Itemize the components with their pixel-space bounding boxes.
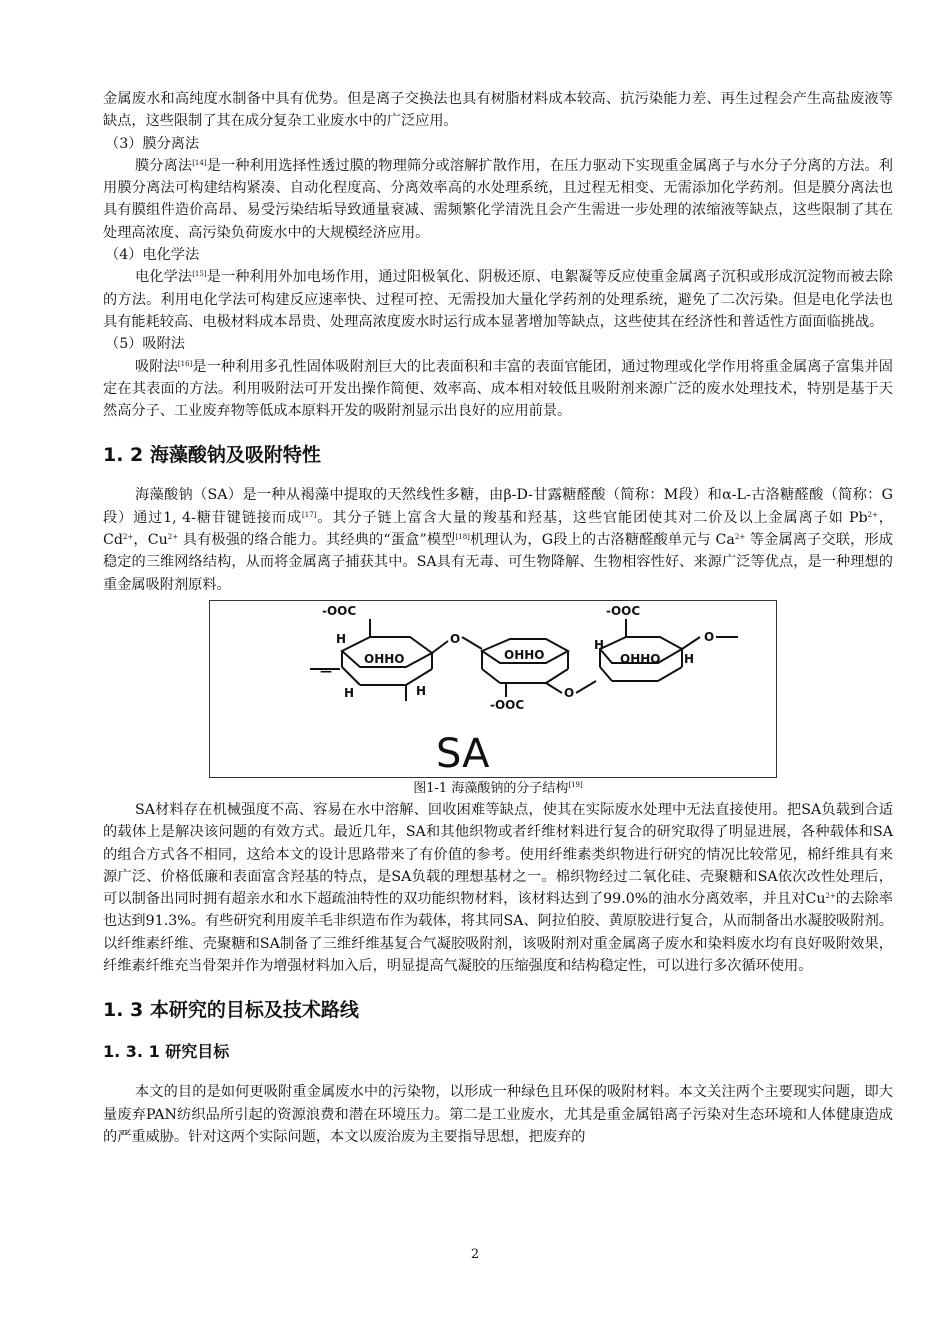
svg-text:H: H xyxy=(684,651,695,666)
intro-paragraph: 金属废水和高纯度水制备中具有优势。但是离子交换法也具有树脂材料成本较高、抗污染能力差、再生过程会产生高盐废液等缺点，这些限制了其在成分复杂工业废水中的广泛应用。 xyxy=(103,91,893,130)
citation[interactable]: [17] xyxy=(302,510,317,519)
membrane-paragraph: 膜分离法[14]是一种利用选择性透过膜的物理筛分或溶解扩散作用，在压力驱动下实现重金属离子与水分子分离的方法。利用膜分离法可构建结构紧凑、自动化程度高、分离效率高的水处理系统，且过程无相变、无需添加化学药剂。但是膜分离法也具有膜组件造价高昂、易受污染结垢导致通量衰减、需频繁化学清洗且会产生需进一步处理的浓缩液等缺点，这些限制了其在处理高浓度、高污染负荷废水中的大规模经济应用。 xyxy=(103,157,893,241)
svg-text:O: O xyxy=(450,631,461,646)
page-number: 2 xyxy=(470,1247,480,1262)
membrane-heading: （3）膜分离法 xyxy=(105,135,200,152)
section-1-3-1-title: 1. 3. 1 研究目标 xyxy=(103,1042,230,1062)
page-body xyxy=(103,88,893,1148)
citation[interactable]: [14] xyxy=(192,158,207,167)
svg-text:-OOC: -OOC xyxy=(322,603,357,618)
svg-text:OHHO: OHHO xyxy=(364,651,405,666)
sa-composite-paragraph: SA材料存在机械强度不高、容易在水中溶解、回收困难等缺点，使其在实际废水处理中无法直接使用。把SA负载到合适的载体上是解决该问题的有效方式。最近几年，SA和其他织物或者纤维材料进行复合的研究取得了明显进展，各种载体和SA的组合方式各不相同，这给本文的设计思路带来了有价值的参考。使用纤维素类织物进行研究的情况比较常见，棉纤维具有来源广泛、价格低廉和表面富含羟基的特点，是SA负载的理想基材之一。棉织物经过二氧化硅、壳聚糖和SA依次改性处理后，可以制备出同时拥有超亲水和水下超疏油特性的双功能织物材料，该材料达到了99.0%的油水分离效率，并且对$Cu^{2+}$的去除率也达到91.3%。有些研究利用废羊毛非织造布作为载体，将其同SA、阿拉伯胶、黄原胶进行复合，从而制备出水凝胶吸附剂。以纤维素纤维、壳聚糖和SA制备了三维纤维基复合气凝胶吸附剂，该吸附剂对重金属离子废水和染料废水均有良好吸附效果，纤维素纤维充当骨架并作为增强材料加入后，明显提高气凝胶的压缩强度和结构稳定性，可以进行多次循环使用。 xyxy=(103,801,893,975)
svg-text:H: H xyxy=(416,683,427,698)
svg-text:-OOC: -OOC xyxy=(490,697,525,712)
research-goal-paragraph: 本文的目的是如何更吸附重金属废水中的污染物，以形成一种绿色且环保的吸附材料。本文关注两个主要现实问题，即大量废弃PAN纺织品所引起的资源浪费和潜在环境压力。第二是工业废水，尤其是重金属铅离子污染对生态环境和人体健康造成的严重威胁。针对这两个实际问题，本文以废治废为主要指导思想，把废弃的 xyxy=(103,1084,893,1145)
sa-intro-paragraph: 海藻酸钠（SA）是一种从褐藻中提取的天然线性多糖，由β-D-甘露糖醛酸（简称：M段）和α-L-古洛糖醛酸（简称：G段）通过1, 4-糖苷键链接而成[17]。其分子链上富含大量的羧基和羟基，这些官能团使其对二价及以上金属离子如 $Pb^{2+}$，$Cd^{2+}$，$Cu^{2+}$ 具有极强的络合能力。其经典的“蛋盒”模型[18]机理认为，G段上的古洛糖醛酸单元与 $Ca^{2+}$ 等金属离子交联，形成稳定的三维网络结构，从而将金属离子捕获其中。SA具有无毒、可生物降解、生物相容性好、来源广泛等优点，是一种理想的重金属吸附剂原料。 xyxy=(103,487,893,593)
citation[interactable]: [16] xyxy=(177,359,193,368)
sa-molecule-diagram xyxy=(210,601,776,777)
electro-paragraph: 电化学法[15]是一种利用外加电场作用，通过阳极氧化、阴极还原、电絮凝等反应使重金属离子沉积或形成沉淀物而被去除的方法。利用电化学法可构建反应速率快、过程可控、无需投加大量化学药剂的处理系统，避免了二次污染。但是电化学法也具有能耗较高、电极材料成本昂贵、处理高浓度废水时运行成本显著增加等缺点，这些使其在经济性和普适性方面面临挑战。 xyxy=(103,269,893,330)
citation[interactable]: [15] xyxy=(192,270,207,279)
sa-structure-figure xyxy=(209,600,777,778)
svg-text:—: — xyxy=(320,663,332,678)
svg-text:O: O xyxy=(564,685,575,700)
svg-text:OHHO: OHHO xyxy=(620,651,661,666)
electro-heading: （4）电化学法 xyxy=(105,247,200,264)
adsorption-heading: （5）吸附法 xyxy=(105,336,185,353)
figure-caption: 图1-1 海藻酸钠的分子结构[19] xyxy=(413,780,583,796)
svg-text:-OOC: -OOC xyxy=(606,603,641,618)
svg-text:H: H xyxy=(594,637,605,652)
citation[interactable]: [18] xyxy=(455,533,470,542)
section-1-3-title: 1. 3 本研究的目标及技术路线 xyxy=(103,999,359,1022)
svg-text:O: O xyxy=(704,629,715,644)
citation[interactable]: [19] xyxy=(568,780,583,789)
svg-text:H: H xyxy=(344,685,355,700)
sa-label: SA xyxy=(436,730,490,777)
svg-text:H: H xyxy=(336,631,347,646)
section-1-2-title: 1. 2 海藻酸钠及吸附特性 xyxy=(103,444,321,467)
adsorption-paragraph: 吸附法[16]是一种利用多孔性固体吸附剂巨大的比表面积和丰富的表面官能团，通过物理或化学作用将重金属离子富集并固定在其表面的方法。利用吸附法可开发出操作简便、效率高、成本相对较低且吸附剂来源广泛的废水处理技术，特别是基于天然高分子、工业废弃物等低成本原料开发的吸附剂显示出良好的应用前景。 xyxy=(103,358,893,420)
svg-text:OHHO: OHHO xyxy=(504,647,545,662)
